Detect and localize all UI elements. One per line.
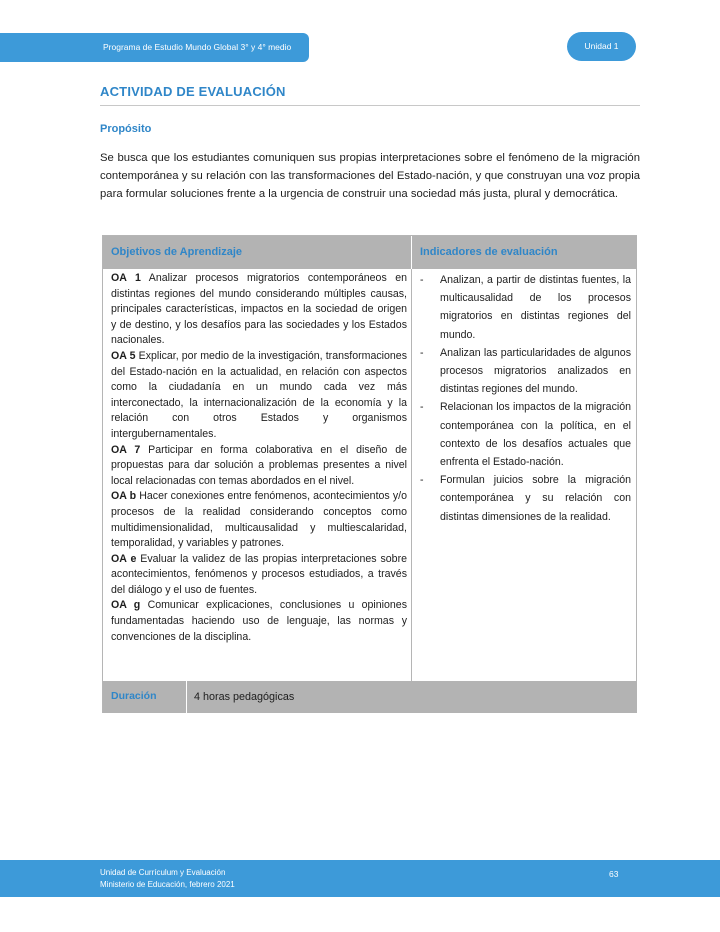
- objective-item: [111, 598, 407, 645]
- duration-value: 4 horas pedagógicas: [187, 681, 637, 713]
- purpose-text: Se busca que los estudiantes comuniquen sus propias interpretaciones sobre el fenómeno de la migración contemporánea y su relación con las transformaciones del Estado-nación, y que construyan una voz propia para formular soluciones frente a la urgencia de construir una sociedad más justa, plural y democrática.: [100, 152, 640, 201]
- indicator-text: Formulan juicios sobre la migración contemporánea y su relación con distintas dimensiones de la realidad.: [440, 474, 631, 523]
- bullet-dash: -: [420, 274, 424, 286]
- evaluation-table: [102, 235, 637, 713]
- unit-label: Unidad 1: [584, 41, 619, 51]
- objective-text: Hacer conexiones entre fenómenos, acontecimientos y/o procesos de la realidad considerando conceptos como multidimensionalidad, multicausalidad y multiescalaridad, temporalidad, y variables y patrones.: [111, 490, 407, 550]
- footer-unit: Unidad de Currículum y Evaluación: [100, 868, 226, 877]
- objective-code: OA 1: [111, 272, 141, 284]
- activity-title: ACTIVIDAD DE EVALUACIÓN: [100, 84, 640, 106]
- indicators-header: Indicadores de evaluación: [412, 236, 637, 269]
- objective-item: [111, 489, 407, 551]
- indicator-item: [420, 344, 631, 399]
- objectives-header: Objetivos de Aprendizaje: [103, 236, 412, 269]
- objective-text: Comunicar explicaciones, conclusiones u opiniones fundamentadas haciendo uso de lenguaje, las normas y convenciones de la disciplina.: [111, 599, 407, 643]
- bullet-dash: -: [420, 401, 424, 414]
- indicator-item: [420, 271, 631, 344]
- objective-item: [111, 552, 407, 599]
- objective-text: Explicar, por medio de la investigación, transformaciones del Estado-nación en la actualidad, en relación con aspectos como la ciudadanía en un mundo cada vez más interconectado, la internacionalización de la economía y la relación con otros Estados y organismos intergubernamentales.: [111, 349, 407, 440]
- objective-code: OA 5: [111, 349, 136, 362]
- objective-item: [111, 349, 407, 443]
- objective-item: [111, 271, 407, 349]
- bullet-dash: -: [420, 474, 424, 487]
- indicator-item: [420, 471, 631, 526]
- program-banner: [0, 33, 309, 62]
- objective-text: Analizar procesos migratorios contemporáneos en distintas regiones del mundo considerando múltiples causas, principales características, impactos en la sociedad de origen y de destino, y los desafíos para las sociedades y los Estados nacionales.: [111, 272, 408, 347]
- objective-text: Participar en forma colaborativa en el diseño de propuestas para dar solución a problemas presentes a nivel local relacionadas con temas abordados en el nivel.: [111, 443, 407, 487]
- objective-code: OA b: [111, 490, 137, 503]
- page-footer: [0, 860, 720, 897]
- unit-badge: [567, 32, 636, 61]
- objective-code: OA 7: [111, 443, 141, 456]
- objective-code: OA g: [111, 599, 141, 612]
- indicator-text: Relacionan los impactos de la migración contemporánea con la política, en el contexto de los desafíos actuales que enfrenta el Estado-nación.: [440, 401, 631, 469]
- objective-text: Evaluar la validez de las propias interpretaciones sobre acontecimientos, fenómenos y procesos estudiados, a través del diálogo y el uso de fuentes.: [111, 552, 407, 596]
- indicator-text: Analizan las particularidades de algunos procesos migratorios analizados en distintas regiones del mundo.: [440, 346, 631, 396]
- duration-label: Duración: [103, 681, 187, 713]
- purpose-heading: Propósito: [100, 123, 152, 135]
- objective-item: [111, 443, 407, 490]
- page-number: 63: [609, 869, 619, 879]
- footer-ministry: Ministerio de Educación, febrero 2021: [100, 880, 235, 889]
- indicators-column: [412, 269, 637, 681]
- indicator-item: [420, 398, 631, 471]
- bullet-dash: -: [420, 346, 424, 359]
- indicator-text: Analizan, a partir de distintas fuentes, la multicausalidad de los procesos migratorios en distintas regiones del mundo.: [440, 274, 631, 341]
- objective-code: OA e: [111, 552, 137, 565]
- objectives-column: [103, 269, 412, 681]
- program-title: Programa de Estudio Mundo Global 3° y 4° medio: [103, 42, 292, 52]
